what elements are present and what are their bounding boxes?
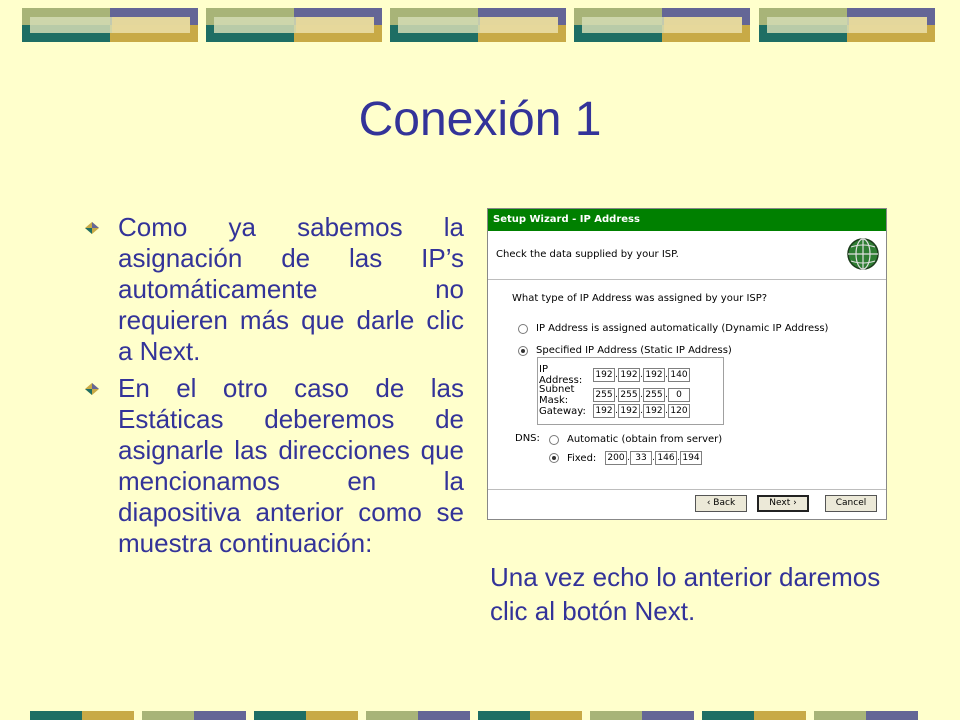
radio-static[interactable]: [518, 346, 528, 356]
dns-fixed-option[interactable]: Fixed: 200 . 33 . 146 . 194: [549, 451, 702, 465]
band-tile: [390, 8, 566, 42]
bullet-icon: [84, 382, 100, 396]
bullet-text: En el otro caso de las Estáticas deberemos de asignarle las direcciones que mencionamos en la diapositiva anterior como se muestra continuación:: [118, 373, 464, 558]
ip-octet-3[interactable]: 192: [643, 368, 665, 382]
subnet-mask-label: Subnet Mask:: [539, 384, 575, 406]
ip-type-question: What type of IP Address was assigned by your ISP?: [512, 293, 768, 304]
dns-auto-option[interactable]: [549, 434, 722, 445]
dialog-subtitle: Check the data supplied by your ISP.: [496, 249, 679, 260]
dynamic-ip-label: IP Address is assigned automatically (Dynamic IP Address): [536, 323, 829, 334]
radio-dns-auto[interactable]: [549, 435, 559, 445]
static-ip-option[interactable]: [518, 345, 732, 356]
dns-octet-2[interactable]: 33: [630, 451, 652, 465]
dns-octet-1[interactable]: 200: [605, 451, 627, 465]
bullet-list: [84, 212, 464, 565]
band-tile: [22, 8, 198, 42]
back-button[interactable]: ‹ Back: [695, 495, 747, 512]
subnet-octet-3[interactable]: 255: [643, 388, 665, 402]
top-decorative-band: [22, 8, 937, 42]
subnet-octet-1[interactable]: 255: [593, 388, 615, 402]
dns-octet-4[interactable]: 194: [680, 451, 702, 465]
cancel-button[interactable]: Cancel: [825, 495, 877, 512]
slide-title: Conexión 1: [358, 93, 602, 146]
bullet-item: [84, 373, 464, 559]
bullet-item: [84, 212, 464, 367]
dialog-header: [488, 231, 886, 279]
band-tile: [759, 8, 935, 42]
dns-auto-label: Automatic (obtain from server): [567, 434, 723, 445]
ip-octet-2[interactable]: 192: [618, 368, 640, 382]
subnet-octet-2[interactable]: 255: [618, 388, 640, 402]
radio-dns-fixed[interactable]: [549, 453, 559, 463]
gateway-octet-2[interactable]: 192: [618, 404, 640, 418]
gateway-octet-1[interactable]: 192: [593, 404, 615, 418]
bullet-icon: [84, 221, 100, 235]
band-tile: [574, 8, 750, 42]
globe-icon: [846, 237, 880, 271]
dns-octet-3[interactable]: 146: [655, 451, 677, 465]
bottom-decorative-band: [30, 711, 960, 720]
dynamic-ip-option[interactable]: [518, 323, 828, 334]
ip-address-row: IP Address: 192 . 192 . 192 . 140: [539, 364, 690, 386]
gateway-label: Gateway:: [539, 405, 586, 417]
bullet-text: Como ya sabemos la asignación de las IP’s automáticamente no requieren más que darle clic a Next.: [118, 212, 464, 366]
divider: [488, 489, 886, 490]
next-button[interactable]: Next ›: [757, 495, 809, 512]
ip-octet-4[interactable]: 140: [668, 368, 690, 382]
dns-label: DNS:: [515, 433, 540, 444]
gateway-row: Gateway: 192 . 192 . 192 . 120: [539, 404, 690, 418]
subnet-octet-4[interactable]: 0: [668, 388, 690, 402]
ip-address-label: IP Address:: [539, 364, 583, 386]
dns-fixed-label: Fixed:: [567, 452, 597, 464]
gateway-octet-4[interactable]: 120: [668, 404, 690, 418]
ip-octet-1[interactable]: 192: [593, 368, 615, 382]
divider: [488, 279, 886, 280]
band-tile: [206, 8, 382, 42]
subnet-mask-row: Subnet Mask: 255 . 255 . 255 . 0: [539, 384, 690, 406]
slide-caption: Una vez echo lo anterior daremos clic al botón Next.: [490, 562, 881, 626]
static-ip-label: Specified IP Address (Static IP Address): [536, 345, 732, 356]
setup-wizard-dialog: [487, 208, 887, 520]
dialog-title: Setup Wizard - IP Address: [488, 209, 886, 231]
radio-dynamic[interactable]: [518, 324, 528, 334]
gateway-octet-3[interactable]: 192: [643, 404, 665, 418]
